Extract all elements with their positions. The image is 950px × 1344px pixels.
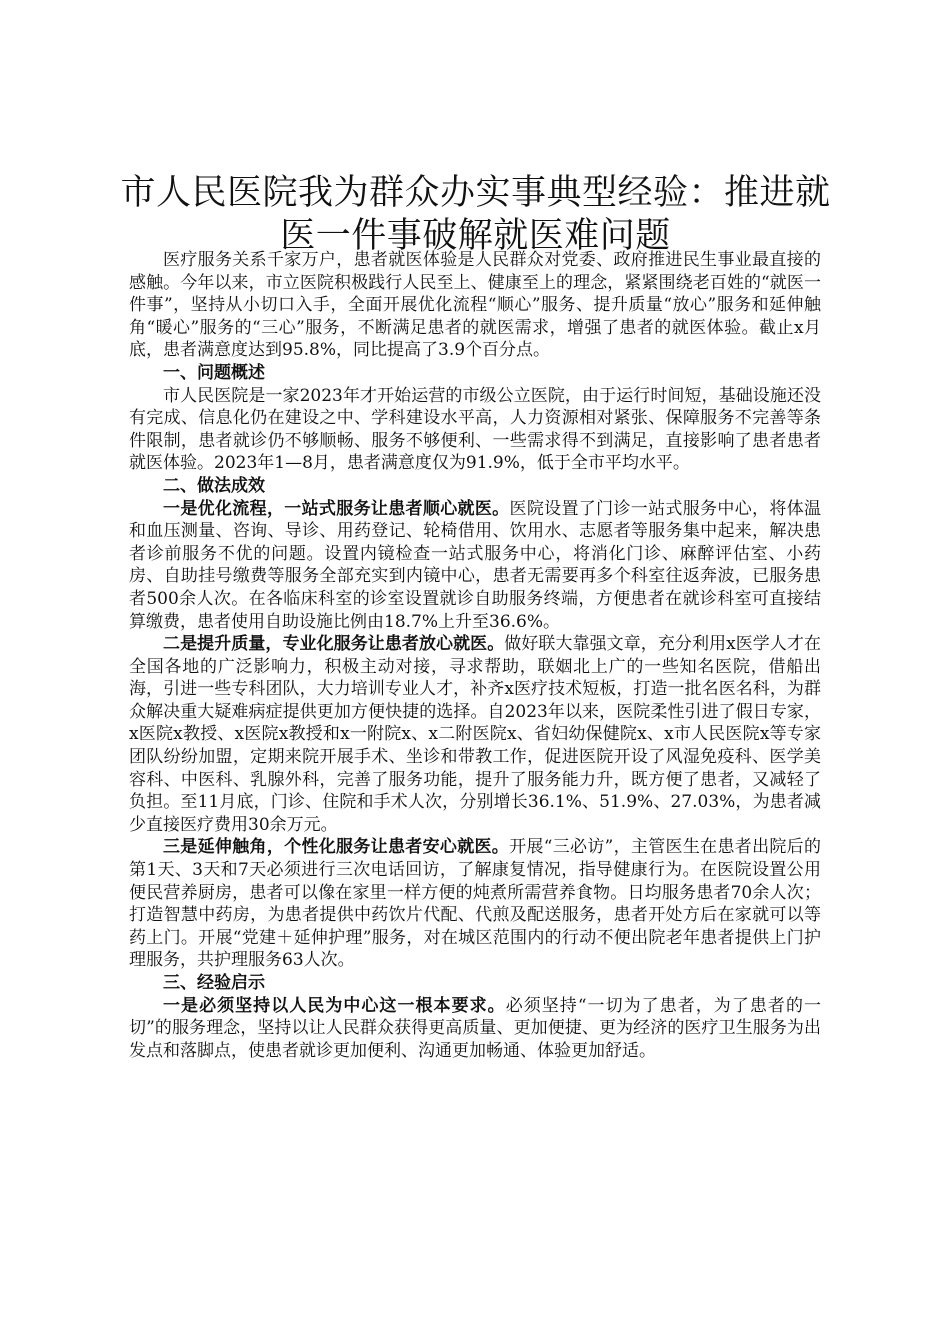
practice-paragraph-3 (129, 836, 821, 972)
practice-body-1: 医院设置了门诊一站式服务中心，将体温和血压测量、咨询、导诊、用药登记、轮椅借用、饮用水、志愿者等服务集中起来，解决患者诊前服务不优的问题。设置内镜检查一站式服务中心，将消化门诊、麻醉评估室、小药房、自助挂号缴费等服务全部充实到内镜中心，患者无需要再多个科室往返奔波，已服务患者500余人次。在各临床科室的诊室设置就诊自助服务终端，方便患者在就诊科室可直接结算缴费，患者使用自助设施比例由18.7%上升至36.6%。 (129, 498, 822, 632)
practice-paragraph-1 (129, 498, 821, 634)
intro-paragraph: 医疗服务关系千家万户，患者就医体验是人民群众对党委、政府推进民生事业最直接的感触。今年以来，市立医院积极践行人民至上、健康至上的理念，紧紧围绕老百姓的“就医一件事”，坚持从小切口入手，全面开展优化流程“顺心”服务、提升质量“放心”服务和延伸触角“暖心”服务的“三心”服务，不断满足患者的就医需求，增强了患者的就医体验。截止x月底，患者满意度达到95.8%，同比提高了3.9个百分点。 (129, 250, 821, 361)
section-heading-lessons: 三、经验启示 (163, 973, 265, 993)
lesson-lead-1: 一是必须坚持以人民为中心这一根本要求。 (163, 995, 506, 1016)
practice-lead-3: 三是延伸触角，个性化服务让患者安心就医。 (163, 837, 510, 858)
practice-lead-2: 二是提升质量，专业化服务让患者放心就医。 (163, 634, 505, 655)
document-title: 市人民医院我为群众办实事典型经验：推进就医一件事破解就医难问题 (120, 173, 831, 256)
section-heading-overview: 一、问题概述 (163, 362, 265, 383)
document-body (129, 249, 821, 1062)
practice-body-3: 开展“三必访”，主管医生在患者出院后的第1天、3天和7天必须进行三次电话回访，了解康复情况，指导健康行为。在医院设置公用便民营养厨房，患者可以像在家里一样方便的炖煮所需营养食物。日均服务患者70余人次；打造智慧中药房，为患者提供中药饮片代配、代煎及配送服务，患者开处方后在家就可以等药上门。开展“党建＋延伸护理”服务，对在城区范围内的行动不便出院老年患者提供上门护理服务，共护理服务63人次。 (129, 837, 821, 971)
section-heading-practices: 二、做法成效 (163, 475, 265, 496)
lesson-paragraph-1 (129, 995, 821, 1063)
lesson-body-1: 必须坚持“一切为了患者，为了患者的一切”的服务理念，坚持以让人民群众获得更高质量、更加便捷、更为经济的医疗卫生服务为出发点和落脚点，使患者就诊更加便利、沟通更加畅通、体验更加舒适。 (129, 995, 821, 1061)
practice-paragraph-2 (129, 633, 821, 836)
overview-paragraph: 市人民医院是一家2023年才开始运营的市级公立医院，由于运行时间短，基础设施还没有完成、信息化仍在建设之中、学科建设水平高，人力资源相对紧张、保障服务不完善等条件限制，患者就诊仍不够顺畅、服务不够便利、一些需求得不到满足，直接影响了患者患者就医体验。2023年1—8月，患者满意度仅为91.9%，低于全市平均水平。 (129, 385, 821, 474)
practice-lead-1: 一是优化流程，一站式服务让患者顺心就医。 (163, 498, 510, 519)
practice-body-2: 做好联大靠强文章，充分利用x医学人才在全国各地的广泛影响力，积极主动对接，寻求帮助，联姻北上广的一些知名医院，借船出海，引进一些专科团队，大力培训专业人才，补齐x医疗技术短板，打造一批名医名科，为群众解决重大疑难病症提供更加方便快捷的选择。自2023年以来，医院柔性引进了假日专家，x医院x教授、x医院x教授和x一附院x、x二附医院x、省妇幼保健院x、x市人民医院x等专家团队纷纷加盟，定期来院开展手术、坐诊和带教工作，促进医院开设了风湿免疫科、医学美容科、中医科、乳腺外科，完善了服务功能，提升了服务能力升，既方便了患者，又减轻了负担。至11月底，门诊、住院和手术人次，分别增长36.1%、51.9%、27.03%，为患者减少直接医疗费用30余万元。 (129, 634, 821, 835)
